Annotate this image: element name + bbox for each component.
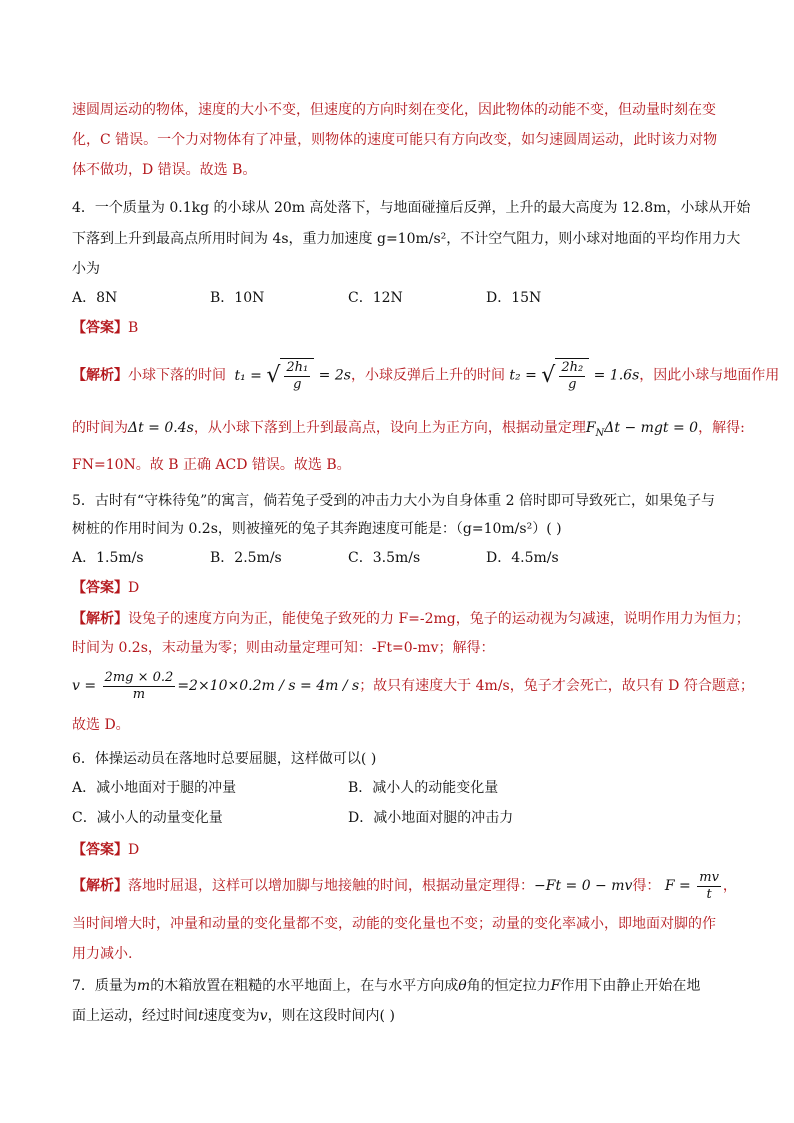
answer-tag: 【答案】	[72, 320, 128, 336]
mass-symbol: m	[136, 978, 151, 994]
answer-tag: 【答案】	[72, 842, 128, 858]
q4-answer	[72, 318, 138, 338]
q6-analysis-line-1	[72, 868, 737, 906]
q4-analysis-line-1	[72, 358, 779, 394]
intro-line-3: 体不做功，D 错误。故选 B。	[72, 162, 257, 178]
q5-option-a: A．1.5m/s	[72, 550, 144, 566]
q4-analysis-line-2	[72, 418, 745, 444]
velocity-symbol: v	[259, 1008, 268, 1024]
t2-numerator: 2h₂	[561, 359, 584, 375]
q6-stem-line-1: 6．体操运动员在落地时总要屈腿，这样做可以( )	[72, 751, 377, 767]
intro-line-2: 化，C 错误。一个力对物体有了冲量，则物体的速度可能只有方向改变，如匀速圆周运动，此时该力对物	[72, 132, 718, 148]
v-symbol: v =	[72, 678, 97, 694]
q5-analysis-text-3: ；故只有速度大于 4m/s，兔子才会死亡，故只有 D 符合题意；	[359, 678, 754, 694]
t2-result: = 1.6s	[593, 367, 640, 384]
v-denominator: m	[132, 686, 146, 702]
q5-answer	[72, 578, 139, 598]
q4-option-b: B．10N	[210, 290, 265, 306]
q4-stem-line-3: 小为	[72, 261, 100, 277]
answer-tag: 【答案】	[72, 580, 128, 596]
analysis-tag: 【解析】	[72, 611, 128, 627]
q7-stem-line-1: 7．质量为m的木箱放置在粗糙的水平地面上，在与水平方向成θ角的恒定拉力F作用下由静止开始在地	[72, 978, 701, 994]
q5-option-b: B．2.5m/s	[210, 550, 282, 566]
t1-result: = 2s	[318, 367, 351, 384]
q5-analysis-line-3	[72, 668, 754, 706]
f-fraction	[697, 870, 721, 903]
q6-option-c: C．减小人的动量变化量	[72, 810, 223, 826]
q5-option-c: C．3.5m/s	[348, 550, 421, 566]
q5-analysis-line-2: 时间为 0.2s，末动量为零；则由动量定理可知：-Ft=0-mv；解得：	[72, 640, 495, 656]
t1-numerator: 2h₁	[286, 359, 309, 375]
q6-analysis-line-2: 当时间增大时，冲量和动量的变化量都不变，动能的变化量也不变；动量的变化率减小，即地面对脚的作	[72, 916, 716, 932]
q6-analysis-line-3: 用力减小.	[72, 946, 133, 962]
q6-option-d: D．减小地面对腿的冲击力	[348, 810, 514, 826]
analysis-tag: 【解析】	[72, 878, 128, 894]
q4-option-c: C．12N	[348, 290, 403, 306]
q4-analysis-line-3: FN=10N。故 B 正确 ACD 错误。故选 B。	[72, 457, 351, 473]
time-symbol: t	[198, 1008, 204, 1024]
v-numerator: 2mg × 0.2	[104, 669, 174, 685]
t2-sqrt: √ $\frac{\text{2h₂}}{g}$	[541, 358, 589, 393]
q6-analysis-text-3: ，	[722, 878, 737, 894]
answer-value: B	[128, 320, 139, 336]
q5-stem-line-1: 5．古时有“守株待兔”的寓言，倘若兔子受到的冲击力大小为自身体重 2 倍时即可导致死亡，如果兔子与	[72, 493, 716, 509]
q4-analysis-text-3: ，因此小球与地面作用	[639, 367, 780, 384]
momentum-eq: −Ft = 0 − mv	[534, 878, 633, 894]
q5-stem-line-2: 树桩的作用时间为 0.2s，则被撞死的兔子其奔跑速度可能是：（g=10m/s²）( )	[72, 521, 562, 537]
q6-option-a: A．减小地面对于腿的冲量	[72, 780, 237, 796]
q5-analysis-text: 设兔子的速度方向为正，能使兔子致死的力 F=-2mg，兔子的运动视为匀减速，说明作用力为恒力；	[128, 611, 750, 627]
q4-stem-line-2: 下落到上升到最高点所用时间为 4s，重力加速度 g=10m/s²，不计空气阻力，则小球对地面的平均作用力大	[72, 231, 741, 247]
analysis-tag: 【解析】	[72, 367, 128, 384]
q6-analysis-text-2: 得：	[632, 878, 661, 894]
q4-analysis-text: 小球下落的时间	[128, 367, 226, 384]
q7-stem-line-2: 面上运动，经过时间t速度变为v，则在这段时间内( )	[72, 1008, 395, 1024]
q4-analysis-text-2: ，小球反弹后上升的时间	[350, 367, 505, 384]
q5-option-d: D．4.5m/s	[486, 550, 559, 566]
q4-analysis-text-6: ，解得:	[698, 420, 745, 436]
q4-stem-line-1: 4．一个质量为 0.1kg 的小球从 20m 高处落下，与地面碰撞后反弹，上升的最大高度为 12.8m，小球从开始	[72, 200, 751, 216]
delta-t: Δt = 0.4s	[128, 420, 194, 436]
q6-option-b: B．减小人的动能变化量	[348, 780, 499, 796]
v-fraction	[103, 670, 176, 703]
force-symbol: F	[550, 978, 561, 994]
theta-symbol: θ	[458, 978, 467, 994]
answer-value: D	[128, 842, 140, 858]
q6-answer	[72, 840, 139, 860]
f-numerator: mv	[699, 869, 719, 885]
q5-analysis-line-4: 故选 D。	[72, 717, 130, 733]
intro-line-1: 速圆周运动的物体，速度的大小不变，但速度的方向时刻在变化，因此物体的动能不变，但动量时刻在变	[72, 102, 716, 118]
q4-option-d: D．15N	[486, 290, 542, 306]
impulse-eq: $F_N\Delta t$ − mgt = 0	[585, 420, 699, 439]
answer-value: D	[128, 580, 140, 596]
f-symbol: F =	[664, 878, 691, 894]
f-denominator: t	[706, 886, 712, 902]
t1-symbol: t₁ =	[234, 367, 262, 384]
q6-analysis-text: 落地时屈退，这样可以增加脚与地接触的时间，根据动量定理得：	[128, 878, 534, 894]
t1-denominator: g	[293, 376, 302, 392]
q4-analysis-text-4: 的时间为	[72, 420, 128, 436]
t2-denominator: g	[568, 376, 577, 392]
t1-sqrt: √ $\frac{\text{2h₁}}{g}$	[266, 358, 314, 393]
t2-symbol: t₂ =	[509, 367, 537, 384]
v-result: =2×10×0.2m / s = 4m / s	[177, 678, 360, 694]
q5-analysis-line-1	[72, 609, 750, 629]
q4-analysis-text-5: ，从小球下落到上升到最高点，设向上为正方向，根据动量定理	[193, 420, 586, 436]
q4-option-a: A．8N	[72, 290, 118, 306]
